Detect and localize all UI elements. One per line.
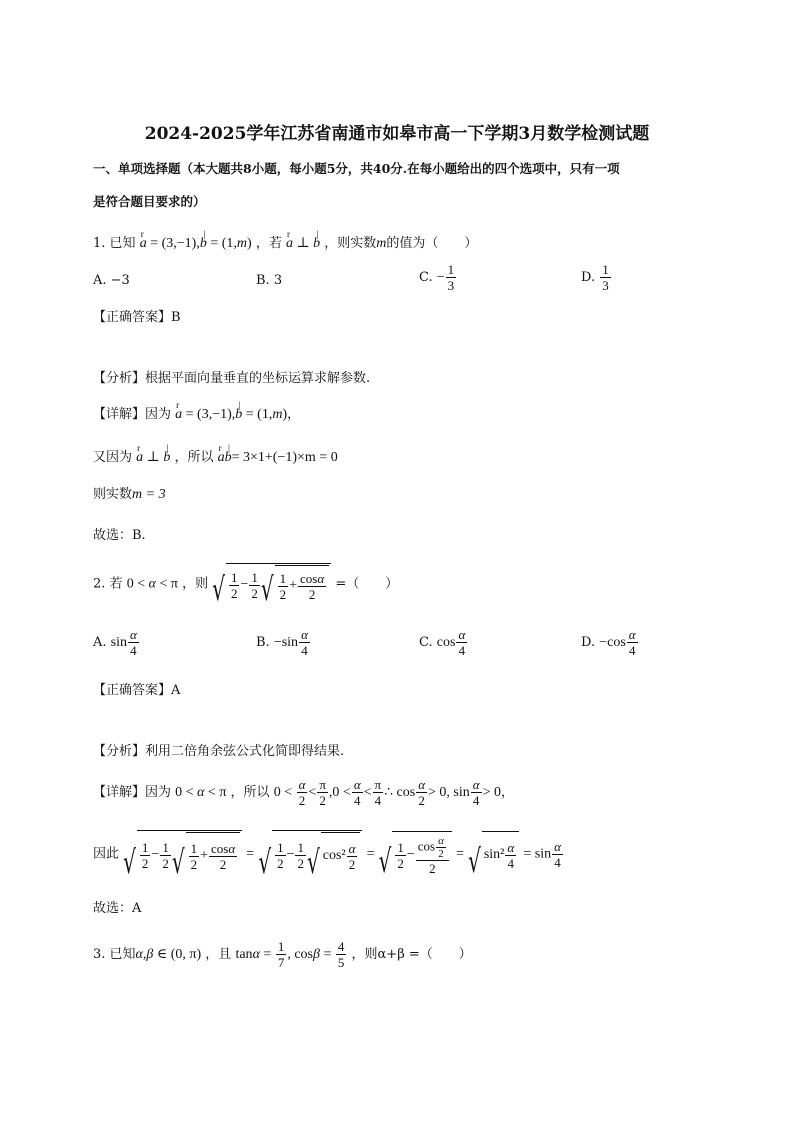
- q2-detail-2-label: 因此: [93, 846, 120, 862]
- q2-option-d-label: D.: [581, 635, 596, 650]
- sqrt-expression: √ $\frac{1}{2}$ − $\frac{1}{2}$ √ $\frac{1}{2}$ + $\frac{\cos\alpha}{2}$: [212, 563, 331, 605]
- q2-answer: 【正确答案】A: [93, 683, 181, 698]
- q1-detail-2b: ，所以: [174, 450, 214, 465]
- fraction: $\frac{1}{3}$: [447, 262, 455, 293]
- q1-option-d-label: D.: [581, 270, 596, 285]
- q2-stem-mid: ，则: [182, 576, 209, 592]
- q3-stem-mid: ，且: [205, 947, 232, 962]
- q2-option-b: B. −sin $\frac{\alpha}{4}$: [256, 627, 308, 658]
- q1-detail-3-value: m = 3: [132, 487, 166, 502]
- q1-detail-1-label: 【详解】因为: [93, 407, 172, 422]
- q3-stem-end: ，则α+β =（ ）: [351, 947, 472, 962]
- q1-detail-2a: 又因为: [93, 450, 133, 465]
- q1-option-c-label: C.: [419, 270, 433, 285]
- q2-option-c: C. cos $\frac{\alpha}{4}$: [419, 627, 466, 658]
- q2-detail-1b: ，所以: [230, 785, 270, 800]
- q1-detail-3: [93, 485, 166, 505]
- q1-option-a: A. −3: [93, 273, 130, 288]
- q1-choose: 故选：B.: [93, 528, 146, 543]
- q1-option-c: C. − $\frac{1}{3}$: [419, 262, 455, 293]
- q1-detail-3-label: 则实数: [93, 487, 133, 502]
- section-header-cont: 是符合题目要求的）: [93, 194, 206, 209]
- q1-analysis: 【分析】根据平面向量垂直的坐标运算求解参数.: [93, 371, 371, 386]
- q1-stem-prefix: 1. 已知: [93, 236, 136, 251]
- q1-stem: 1. 已知 r a = (3,−1),│ b = (1,m) ，若 r a ⊥ │ b ，则实数m的值为（ ）: [93, 234, 477, 254]
- q2-option-a-label: A.: [93, 635, 107, 650]
- q2-stem-prefix: 2. 若: [93, 576, 123, 592]
- q3-stem: 3. 已知α,β ∈ (0, π) ，且 tanα = $\frac{1}{7}$ , cosβ = $\frac{4}{5}$ ，则α+β =（ ）: [93, 939, 472, 970]
- q1-option-d: [581, 262, 612, 293]
- q2-option-a: A. sin $\frac{\alpha}{4}$: [93, 627, 137, 658]
- q1-detail-2c: = 3×1+(−1)×m = 0: [231, 450, 338, 465]
- q2-stem-end: =（ ）: [335, 576, 399, 592]
- section-header: 一、单项选择题（本大题共8小题，每小题5分，共40分.在每小题给出的四个选项中，只有一项: [93, 161, 620, 176]
- q1-stem-end: 的值为（ ）: [386, 236, 478, 251]
- q2-detail-2: 因此 √ $\frac{1}{2}$ − $\frac{1}{2}$ √ $\frac{1}{2}$ + $\frac{\cos\alpha}{2}$ = √ $\frac{1}{2}$ − $\frac{1}{2}$ √ cos² $\frac{\alpha}{2}$ = √ $\frac{1}{2}$ − cos $\frac{\alpha}{2}$ 2 = √ sin² $\frac{\alpha}{4}$ = sin $\frac{\alpha}{4}$: [93, 830, 564, 878]
- q2-analysis: 【分析】利用二倍角余弦公式化简即得结果.: [93, 744, 345, 759]
- q3-stem-prefix: 3. 已知: [93, 947, 136, 962]
- q1-stem-suffix: ，则实数: [324, 236, 377, 251]
- q1-detail-2: 又因为 r a ⊥ │ b ，所以 r a│ b= 3×1+(−1)×m = 0: [93, 448, 338, 468]
- q2-stem: 2. 若 0 < α < π ，则 √ $\frac{1}{2}$ − $\frac{1}{2}$ √ $\frac{1}{2}$ + $\frac{\cos\alpha}{2}$ =（ ）: [93, 563, 398, 605]
- q2-option-b-label: B.: [256, 635, 270, 650]
- q1-detail-1: 【详解】因为 r a = (3,−1),│ b = (1,m)，: [93, 405, 300, 425]
- vector-a: r a: [140, 234, 147, 254]
- q2-option-d: D. −cos $\frac{\alpha}{4}$: [581, 627, 636, 658]
- q1-stem-mid: ，若: [255, 236, 282, 251]
- q2-choose: 故选：A: [93, 901, 142, 916]
- q2-option-c-label: C.: [419, 635, 433, 650]
- q2-detail-1: 【详解】因为 0 < α < π ，所以 0 < $\frac{\alpha}{2}$ < $\frac{\pi}{2}$ ,0 < $\frac{\alpha}{4}$ < $\frac{\pi}{4}$ ∴ cos $\frac{\alpha}{2}$ > 0, sin $\frac{\alpha}{4}$ > 0，: [93, 777, 515, 808]
- vector-b: │ b: [200, 234, 207, 254]
- page-title: 2024-2025学年江苏省南通市如皋市高一下学期3月数学检测试题: [144, 124, 650, 144]
- fraction: $\frac{1}{3}$: [602, 262, 609, 293]
- q2-detail-1-label: 【详解】因为: [93, 785, 172, 800]
- q1-answer: 【正确答案】B: [93, 310, 181, 325]
- q1-option-b: B. 3: [256, 273, 283, 288]
